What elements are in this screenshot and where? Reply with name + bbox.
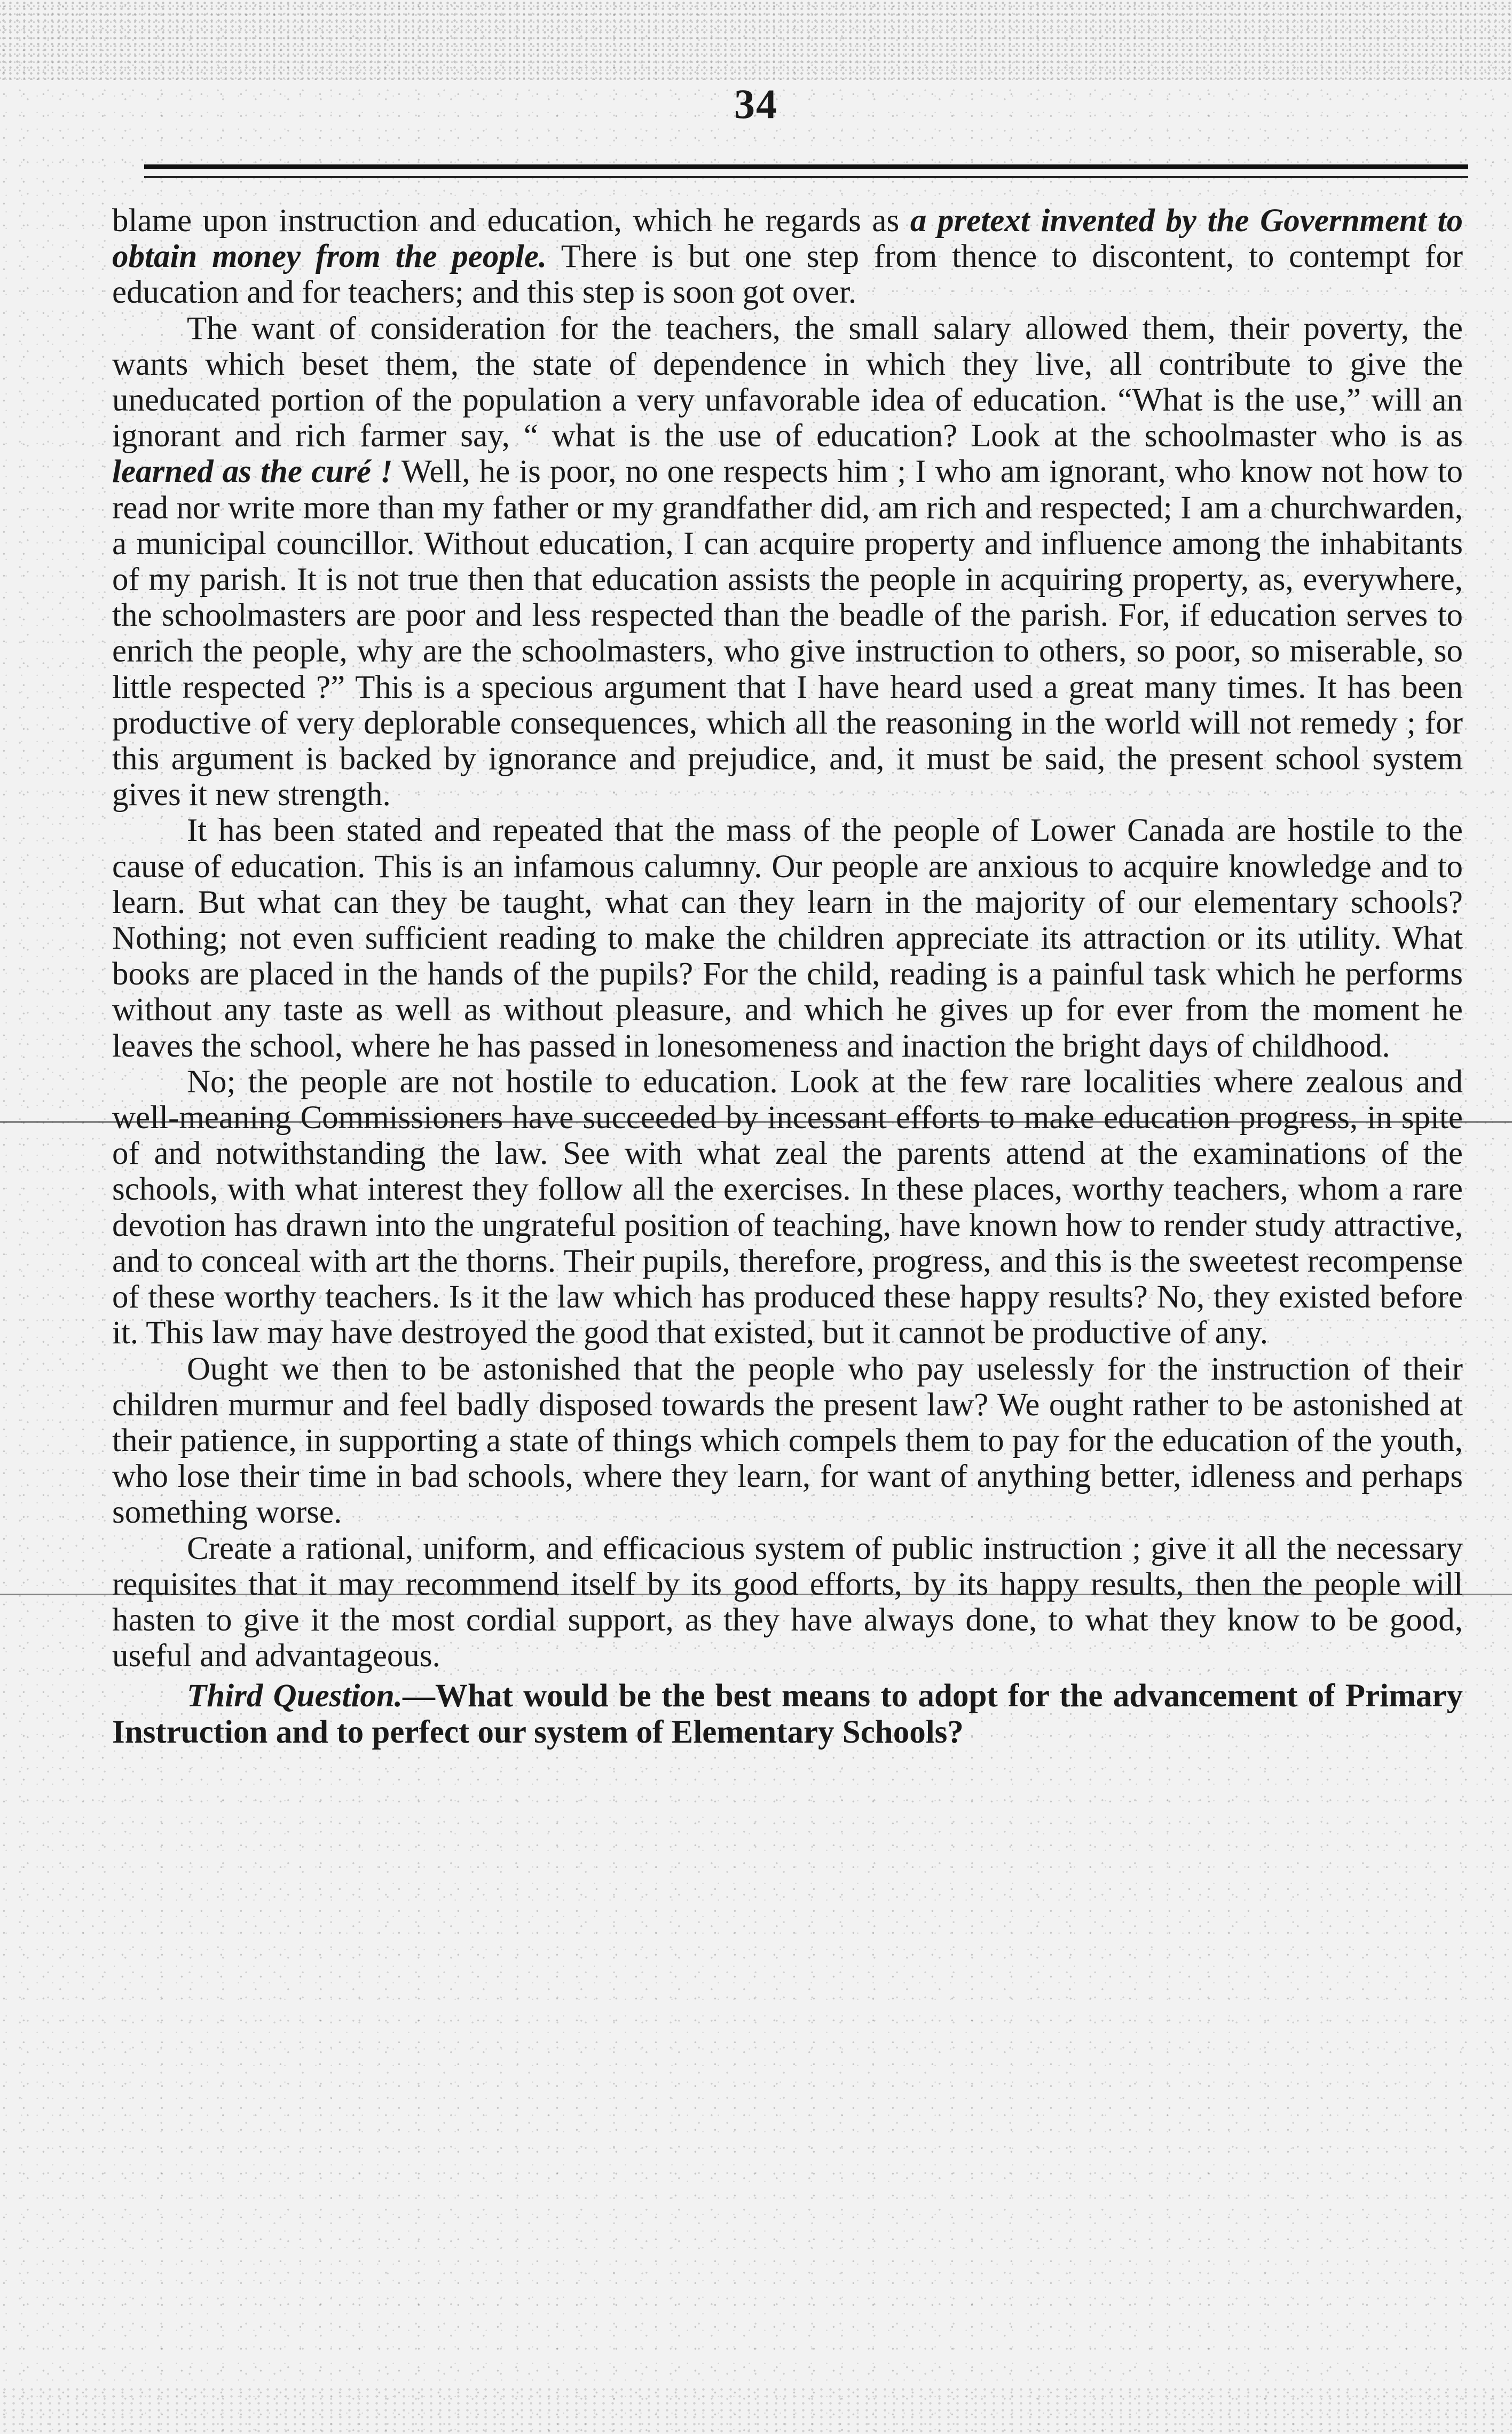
italic-phrase: a pretext invented by the Government to obtain money from the people. (112, 203, 1463, 275)
paragraph-5 (112, 1351, 1463, 1531)
paragraph-text: There is but one step from thence to discontent, to contempt for education and for teachers; and this step is soon got over. (112, 239, 1463, 311)
paragraph-text: It has been stated and repeated that the mass of the people of Lower Canada are hostile to the cause of education. This is an infamous calumny. Our people are anxious to acquire knowledge and to learn. But what can they be taught, what can they learn in the majority of our elementary schools? Nothing; not even sufficient reading to make the children appreciate its attraction or its utility. What books are placed in the hands of the pupils? For the child, reading is a painful task which he performs without any taste as well as without pleasure, and which he gives up for ever from the moment he leaves the school, where he has passed in lonesomeness and inaction the bright days of childhood. (112, 813, 1463, 1064)
paragraph-text: Well, he is poor, no one respects him ; I who am ignorant, who know not how to read nor write more than my father or my grandfather did, am rich and respected; I am a churchwarden, a municipal councillor. Without education, I can acquire property and influence among the inhabitants of my parish. It is not true then that education assists the people in acquiring property, as, everywhere, the schoolmasters are poor and less respected than the beadle of the parish. For, if education serves to enrich the people, why are the schoolmasters, who give instruction to others, so poor, so miserable, so little respected ?” This is a specious argument that I have heard used a great many times. It has been productive of very deplorable consequences, which all the reasoning in the world will not remedy ; for this argument is backed by ignorance and prejudice, and, it must be said, the present school system gives it new strength. (112, 454, 1463, 813)
paragraph-3 (112, 813, 1463, 1064)
paragraph-text: The want of consideration for the teachers, the small salary allowed them, their poverty, the wants which beset them, the state of dependence in which they live, all contribute to give the uneducated portion of the population a very unfavorable idea of education. “What is the use,” will an ignorant and rich farmer say, “ what is the use of education? Look at the schoolmaster who is as (112, 310, 1463, 454)
paragraph-text: blame upon instruction and education, which he regards as (112, 203, 910, 239)
paragraph-4 (112, 1064, 1463, 1351)
header-rule-thick (144, 164, 1468, 169)
scan-noise-top (0, 0, 1512, 80)
paragraph-text: Ought we then to be astonished that the people who pay uselessly for the instruction of their children murmur and feel badly disposed towards the present law? We ought rather to be astonished at their patience, in supporting a state of things which compels them to pay for the education of the youth, who lose their time in bad schools, where they learn, for want of anything better, idleness and perhaps something worse. (112, 1351, 1463, 1531)
header-rule-thin (144, 176, 1468, 178)
paragraph-2 (112, 311, 1463, 813)
scan-noise-bottom (0, 2386, 1512, 2434)
page-number: 34 (734, 81, 778, 127)
question-text: —What would be the best means to adopt for the advancement of Primary Instruction and to perfect our system of Elementary Schools? (112, 1678, 1463, 1750)
paragraph-text: No; the people are not hostile to education. Look at the few rare localities where zealous and well-meaning Commissioners have succeeded by incessant efforts to make education progress, in spite of and notwithstanding the law. See with what zeal the parents attend at the examinations of the schools, with what interest they follow all the exercises. In these places, worthy teachers, whom a rare devotion has drawn into the ungrateful position of teaching, have known how to render study attractive, and to conceal with art the thorns. Their pupils, therefore, progress, and this is the sweetest recompense of these worthy teachers. Is it the law which has produced these happy results? No, they existed before it. This law may have destroyed the good that existed, but it cannot be productive of any. (112, 1064, 1463, 1351)
paragraph-text: Create a rational, uniform, and efficacious system of public instruction ; give it all the necessary requisites that it may recommend itself by its good efforts, by its happy results, then the people will hasten to give it the most cordial support, as they have always done, to what they know to be good, useful and advantageous. (112, 1530, 1463, 1674)
paragraph-1 (112, 203, 1463, 311)
body-text (112, 203, 1463, 1750)
section-heading (112, 1678, 1463, 1750)
italic-phrase: learned as the curé ! (112, 454, 393, 490)
paragraph-6 (112, 1531, 1463, 1674)
question-label: Third Question. (187, 1678, 403, 1714)
